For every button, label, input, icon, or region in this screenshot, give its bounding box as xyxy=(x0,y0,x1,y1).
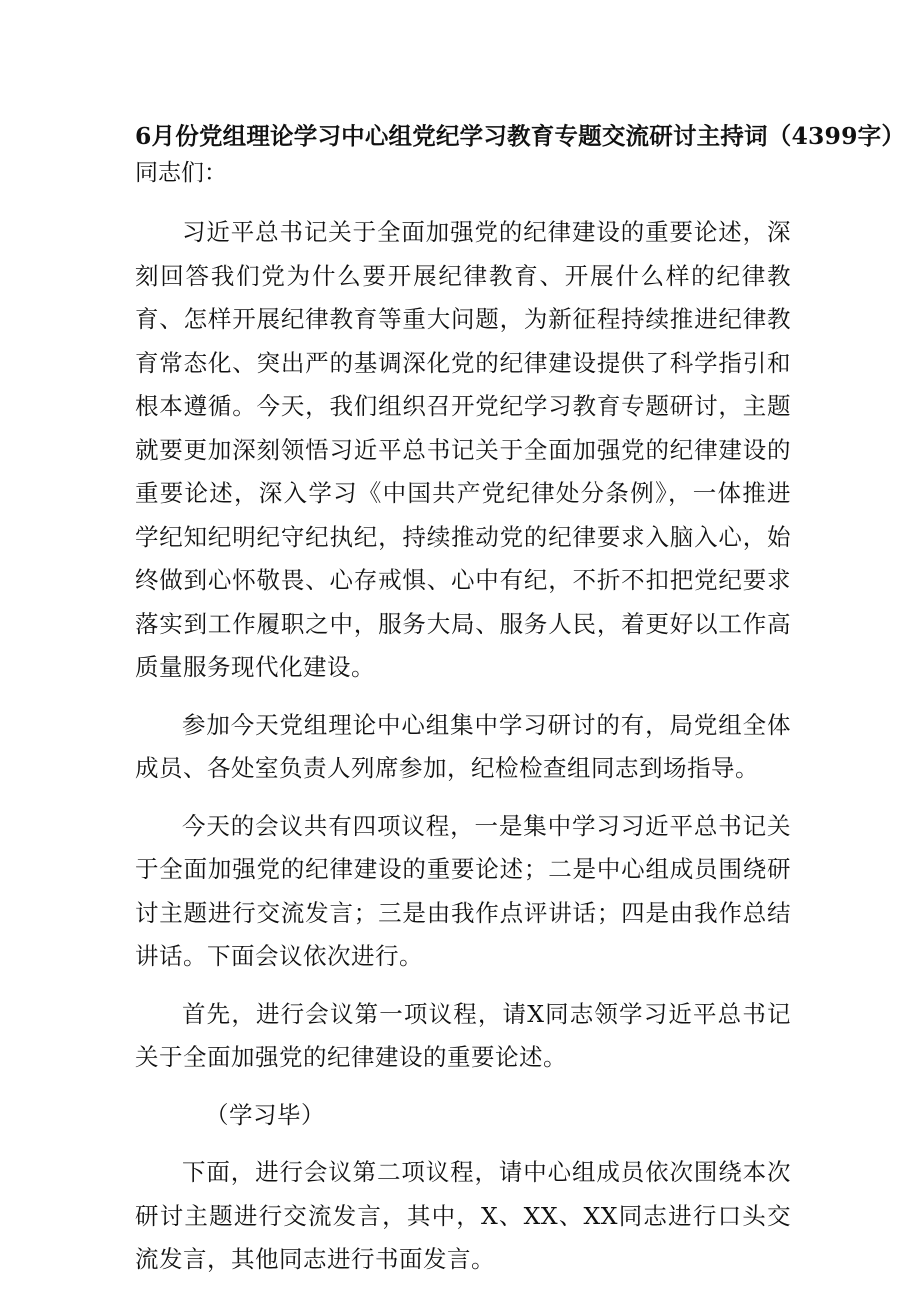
study-finished-note: （学习毕） xyxy=(205,1100,325,1129)
paragraph-intro: 习近平总书记关于全面加强党的纪律建设的重要论述，深刻回答我们党为什么要开展纪律教育、开展什么样的纪律教育、怎样开展纪律教育等重大问题，为新征程持续推进纪律教育常态化、突出严的基调深化党的纪律建设提供了科学指引和根本遵循。今天，我们组织召开党纪学习教育专题研讨，主题就要更加深刻领悟习近平总书记关于全面加强党的纪律建设的重要论述，深入学习《中国共产党纪律处分条例》，一体推进学纪知纪明纪守纪执纪，持续推动党的纪律要求入脑入心，始终做到心怀敬畏、心存戒惧、心中有纪，不折不扣把党纪要求落实到工作履职之中，服务大局、服务人民，着更好以工作高质量服务现代化建设。 xyxy=(135,218,791,681)
paragraph-first-item: 首先，进行会议第一项议程，请X同志领学习近平总书记关于全面加强党的纪律建设的重要论述。 xyxy=(135,999,791,1071)
paragraph-attendees: 参加今天党组理论中心组集中学习研讨的有，局党组全体成员、各处室负责人列席参加，纪检检查组同志到场指导。 xyxy=(135,710,791,782)
document-body xyxy=(135,118,906,1296)
paragraph-agenda: 今天的会议共有四项议程，一是集中学习习近平总书记关于全面加强党的纪律建设的重要论述；二是中心组成员围绕研讨主题进行交流发言；三是由我作点评讲话；四是由我作总结讲话。下面会议依次进行。 xyxy=(135,811,791,970)
document-title: 6月份党组理论学习中心组党纪学习教育专题交流研讨主持词（4399字） xyxy=(135,122,906,150)
paragraph-second-item: 下面，进行会议第二项议程，请中心组成员依次围绕本次研讨主题进行交流发言，其中，X、XX、XX同志进行口头交流发言，其他同志进行书面发言。 xyxy=(135,1158,791,1273)
greeting-line: 同志们： xyxy=(135,160,227,186)
